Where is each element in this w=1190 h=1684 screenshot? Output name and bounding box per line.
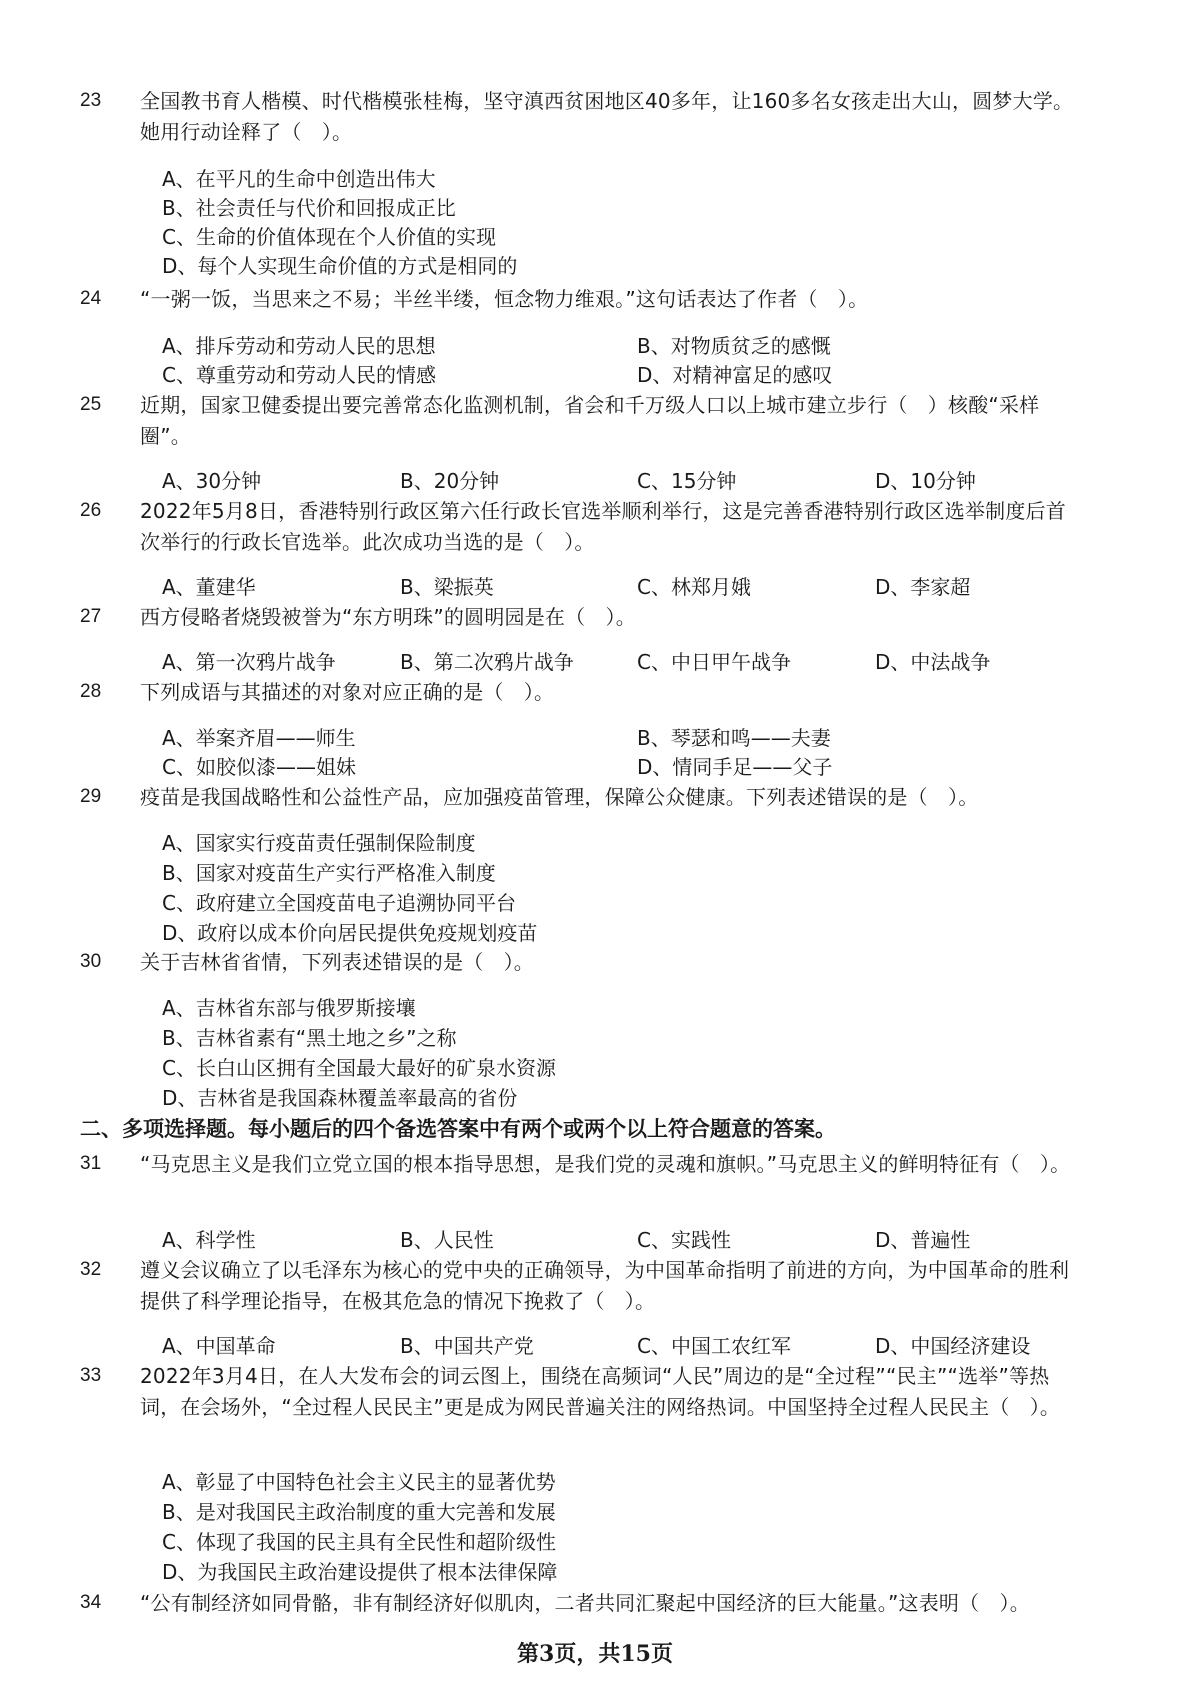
option-c: C、中国工农红军 <box>637 1334 791 1358</box>
option-b: B、人民性 <box>400 1228 494 1252</box>
option-d: D、对精神富足的感叹 <box>637 363 833 387</box>
option-d: D、每个人实现生命价值的方式是相同的 <box>162 254 518 278</box>
question-number: 30 <box>80 951 102 972</box>
option-c: C、长白山区拥有全国最大最好的矿泉水资源 <box>162 1056 556 1080</box>
option-a: A、举案齐眉——师生 <box>162 726 356 750</box>
option-c: C、生命的价值体现在个人价值的实现 <box>162 225 496 249</box>
question-number: 24 <box>80 288 102 309</box>
question-stem: 2022年3月4日，在人大发布会的词云图上，围绕在高频词“人民”周边的是“全过程”“民主”“选举”等热词，在会场外，“全过程人民民主”更是成为网民普遍关注的网络热词。中国坚持全过程人民民主（ ）。 <box>140 1364 1061 1419</box>
option-a: A、在平凡的生命中创造出伟大 <box>162 167 436 191</box>
option-c: C、林郑月娥 <box>637 575 751 599</box>
question-stem: 关于吉林省省情，下列表述错误的是（ ）。 <box>140 950 534 974</box>
option-b: B、是对我国民主政治制度的重大完善和发展 <box>162 1500 556 1524</box>
option-d: D、情同手足——父子 <box>637 755 833 779</box>
question-number: 32 <box>80 1259 102 1280</box>
option-d: D、李家超 <box>875 575 971 599</box>
option-c: C、中日甲午战争 <box>637 650 791 674</box>
option-b: B、梁振英 <box>400 575 494 599</box>
question-stem: 全国教书育人楷模、时代楷模张桂梅，坚守滇西贫困地区40多年，让160多名女孩走出大山，圆梦大学。她用行动诠释了（ ）。 <box>140 89 1074 144</box>
question-number: 31 <box>80 1153 102 1174</box>
question-number: 23 <box>80 90 102 111</box>
option-d: D、普遍性 <box>875 1228 971 1252</box>
option-a: A、国家实行疫苗责任强制保险制度 <box>162 831 476 855</box>
question-stem: “公有制经济如同骨骼，非有制经济好似肌肉，二者共同汇聚起中国经济的巨大能量。”这表明（ ）。 <box>140 1591 1030 1615</box>
option-b: B、对物质贫乏的感慨 <box>637 334 831 358</box>
option-d: D、中法战争 <box>875 650 991 674</box>
question-stem: 西方侵略者烧毁被誉为“东方明珠”的圆明园是在（ ）。 <box>140 605 636 629</box>
question-number: 26 <box>80 500 102 521</box>
page-footer: 第3页，共15页 <box>517 1641 673 1667</box>
option-c: C、体现了我国的民主具有全民性和超阶级性 <box>162 1530 556 1554</box>
question-stem: “一粥一饭，当思来之不易；半丝半缕，恒念物力维艰。”这句话表达了作者（ ）。 <box>140 287 869 311</box>
option-a: A、第一次鸦片战争 <box>162 650 336 674</box>
question-stem: 2022年5月8日，香港特别行政区第六任行政长官选举顺利举行，这是完善香港特别行政区选举制度后首次举行的行政长官选举。此次成功当选的是（ ）。 <box>140 499 1066 554</box>
option-b: B、第二次鸦片战争 <box>400 650 574 674</box>
option-b: B、20分钟 <box>400 469 500 493</box>
option-a: A、科学性 <box>162 1228 256 1252</box>
option-b: B、琴瑟和鸣——夫妻 <box>637 726 831 750</box>
option-a: A、吉林省东部与俄罗斯接壤 <box>162 996 416 1020</box>
question-stem: 下列成语与其描述的对象对应正确的是（ ）。 <box>140 680 555 704</box>
option-a: A、30分钟 <box>162 469 262 493</box>
option-d: D、政府以成本价向居民提供免疫规划疫苗 <box>162 921 538 945</box>
option-c: C、尊重劳动和劳动人民的情感 <box>162 363 436 387</box>
question-stem: 遵义会议确立了以毛泽东为核心的党中央的正确领导，为中国革命指明了前进的方向，为中国革命的胜利提供了科学理论指导，在极其危急的情况下挽救了（ ）。 <box>140 1258 1070 1313</box>
section-two-heading: 二、多项选择题。每小题后的四个备选答案中有两个或两个以上符合题意的答案。 <box>80 1117 836 1141</box>
option-a: A、排斥劳动和劳动人民的思想 <box>162 334 436 358</box>
option-a: A、董建华 <box>162 575 256 599</box>
option-c: C、实践性 <box>637 1228 731 1252</box>
question-number: 27 <box>80 606 102 627</box>
option-a: A、中国革命 <box>162 1334 276 1358</box>
question-stem: 近期，国家卫健委提出要完善常态化监测机制，省会和千万级人口以上城市建立步行（ ）核酸“采样圈”。 <box>140 393 1040 448</box>
option-b: B、中国共产党 <box>400 1334 534 1358</box>
option-d: D、中国经济建设 <box>875 1334 1031 1358</box>
option-a: A、彰显了中国特色社会主义民主的显著优势 <box>162 1470 556 1494</box>
option-c: C、如胶似漆——姐妹 <box>162 755 356 779</box>
question-number: 25 <box>80 394 102 415</box>
option-d: D、吉林省是我国森林覆盖率最高的省份 <box>162 1086 518 1110</box>
option-d: D、为我国民主政治建设提供了根本法律保障 <box>162 1560 558 1584</box>
question-stem: 疫苗是我国战略性和公益性产品，应加强疫苗管理，保障公众健康。下列表述错误的是（ ）。 <box>140 785 979 809</box>
question-number: 29 <box>80 786 102 807</box>
option-c: C、政府建立全国疫苗电子追溯协同平台 <box>162 891 516 915</box>
option-b: B、社会责任与代价和回报成正比 <box>162 196 456 220</box>
question-number: 33 <box>80 1365 102 1386</box>
option-c: C、15分钟 <box>637 469 737 493</box>
option-d: D、10分钟 <box>875 469 976 493</box>
option-b: B、国家对疫苗生产实行严格准入制度 <box>162 861 496 885</box>
question-number: 34 <box>80 1592 102 1613</box>
question-stem: “马克思主义是我们立党立国的根本指导思想，是我们党的灵魂和旗帜。”马克思主义的鲜明特征有（ ）。 <box>140 1152 1071 1176</box>
question-number: 28 <box>80 681 102 702</box>
option-b: B、吉林省素有“黑土地之乡”之称 <box>162 1026 457 1050</box>
